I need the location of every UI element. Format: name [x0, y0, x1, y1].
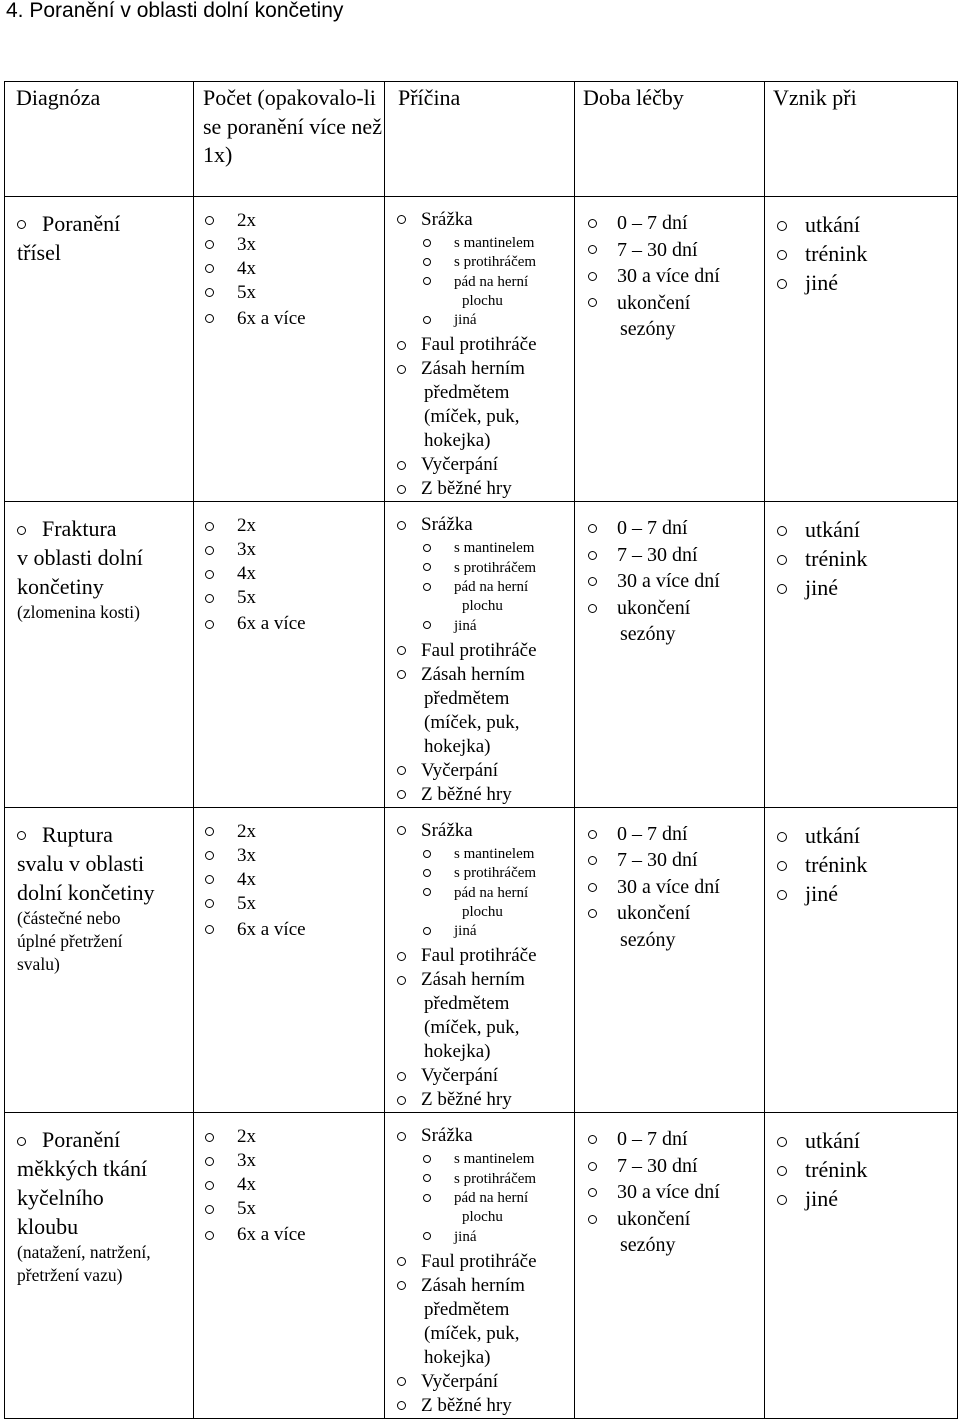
- duration-radio[interactable]: [588, 604, 597, 613]
- cause-sub-option[interactable]: s mantinelem: [423, 539, 574, 558]
- cause-collision[interactable]: Srážka s mantinelem s protihráčem pád na herní plochu jiná: [397, 208, 574, 330]
- origin-option[interactable]: utkání: [777, 1126, 957, 1155]
- duration-continuation: sezóny: [620, 623, 676, 646]
- count-radio[interactable]: [205, 522, 214, 531]
- cause-equipment-continuation: (míček, puk,: [424, 406, 520, 428]
- cause-sub-radio[interactable]: [423, 888, 431, 896]
- cause-normal-play[interactable]: Z běžné hry: [397, 1088, 574, 1112]
- count-radio[interactable]: [205, 594, 214, 603]
- cause-equipment[interactable]: Zásah herním: [397, 357, 574, 381]
- cause-sub-radio[interactable]: [423, 258, 431, 266]
- origin-radio[interactable]: [777, 584, 787, 594]
- table-row: [5, 502, 958, 807]
- count-option[interactable]: 4x: [205, 257, 384, 281]
- origin-radio[interactable]: [777, 1166, 787, 1176]
- count-option[interactable]: 2x: [205, 1125, 384, 1149]
- count-option[interactable]: 5x: [205, 586, 384, 610]
- diagnosis-line: svalu v oblasti: [17, 850, 145, 876]
- origin-option[interactable]: jiné: [777, 268, 957, 297]
- duration-continuation: sezóny: [620, 1234, 676, 1257]
- count-option[interactable]: 4x: [205, 1173, 384, 1197]
- cause-collision[interactable]: Srážka s mantinelem s protihráčem pád na herní plochu jiná: [397, 819, 574, 941]
- diagnosis-cell: [5, 502, 194, 807]
- count-radio[interactable]: [205, 875, 214, 884]
- duration-radio[interactable]: [588, 856, 597, 865]
- cause-sub-radio[interactable]: [423, 869, 431, 877]
- diagnosis-line: třísel: [17, 240, 61, 265]
- header-count: Počet (opakovalo-li se poranění více než 1x): [194, 82, 385, 197]
- cause-sub-radio[interactable]: [423, 621, 431, 629]
- cause-equipment-continuation: hokejka): [424, 1346, 491, 1368]
- cause-sub-option[interactable]: s mantinelem: [423, 1150, 574, 1169]
- count-option[interactable]: 6x a více: [205, 610, 384, 637]
- cause-sub-radio[interactable]: [423, 563, 431, 571]
- cause-sub-option[interactable]: s protihráčem: [423, 253, 574, 272]
- count-radio[interactable]: [205, 925, 214, 934]
- cause-radio[interactable]: [397, 461, 406, 470]
- cause-sub-option[interactable]: jiná: [423, 1228, 574, 1247]
- origin-option[interactable]: utkání: [777, 515, 957, 544]
- duration-radio[interactable]: [588, 272, 597, 281]
- duration-radio[interactable]: [588, 1188, 597, 1197]
- count-radio[interactable]: [205, 1157, 214, 1166]
- count-radio[interactable]: [205, 288, 214, 297]
- count-radio[interactable]: [205, 216, 214, 225]
- diagnosis-line: Fraktura: [17, 514, 193, 543]
- diagnosis-radio[interactable]: [17, 220, 26, 229]
- origin-option[interactable]: utkání: [777, 210, 957, 239]
- origin-option[interactable]: jiné: [777, 1184, 957, 1213]
- duration-option[interactable]: 7 – 30 dní: [588, 1153, 764, 1180]
- cause-radio[interactable]: [397, 826, 406, 835]
- cause-exhaustion[interactable]: Vyčerpání: [397, 1064, 574, 1088]
- cause-equipment-continuation: hokejka): [424, 430, 491, 452]
- cause-sub-radio[interactable]: [423, 1232, 431, 1240]
- cause-foul[interactable]: Faul protihráče: [397, 333, 574, 357]
- duration-option[interactable]: ukončení: [588, 290, 764, 317]
- cause-sub-option[interactable]: pád na herní: [423, 1189, 574, 1208]
- cause-radio[interactable]: [397, 521, 406, 530]
- duration-radio[interactable]: [588, 524, 597, 533]
- count-option[interactable]: 5x: [205, 1197, 384, 1221]
- count-option[interactable]: 6x a více: [205, 1221, 384, 1248]
- cause-equipment[interactable]: Zásah herním: [397, 968, 574, 992]
- duration-option[interactable]: 0 – 7 dní: [588, 210, 764, 237]
- origin-option[interactable]: jiné: [777, 573, 957, 602]
- cause-radio[interactable]: [397, 1377, 406, 1386]
- duration-radio[interactable]: [588, 1215, 597, 1224]
- cause-sub-option[interactable]: pád na herní: [423, 884, 574, 903]
- count-option[interactable]: 3x: [205, 1149, 384, 1173]
- cause-radio[interactable]: [397, 365, 406, 374]
- cause-radio[interactable]: [397, 485, 406, 494]
- duration-option[interactable]: ukončení: [588, 900, 764, 927]
- duration-radio[interactable]: [588, 245, 597, 254]
- cause-equipment-continuation: předmětem: [424, 382, 510, 404]
- duration-option[interactable]: 30 a více dní: [588, 568, 764, 595]
- cause-sub-continuation: plochu: [462, 292, 503, 309]
- diagnosis-line: končetiny: [17, 574, 104, 600]
- duration-radio[interactable]: [588, 298, 597, 307]
- count-option[interactable]: 6x a více: [205, 305, 384, 332]
- cause-sub-option[interactable]: jiná: [423, 617, 574, 636]
- diagnosis-line: dolní končetiny: [17, 879, 155, 905]
- cause-normal-play[interactable]: Z běžné hry: [397, 1394, 574, 1418]
- cause-cell: [385, 197, 575, 502]
- cause-cell: [385, 1113, 575, 1418]
- origin-radio[interactable]: [777, 526, 787, 536]
- duration-radio[interactable]: [588, 551, 597, 560]
- cause-radio[interactable]: [397, 1401, 406, 1410]
- table-row: [5, 807, 958, 1112]
- cause-radio[interactable]: [397, 976, 406, 985]
- cause-radio[interactable]: [397, 1132, 406, 1141]
- cause-equipment-continuation: předmětem: [424, 687, 510, 709]
- origin-radio[interactable]: [777, 861, 787, 871]
- cause-sub-radio[interactable]: [423, 850, 431, 858]
- count-option[interactable]: 4x: [205, 868, 384, 892]
- diagnosis-line: kyčelního: [17, 1185, 104, 1211]
- duration-option[interactable]: 30 a více dní: [588, 263, 764, 290]
- duration-option[interactable]: 7 – 30 dní: [588, 847, 764, 874]
- cause-exhaustion[interactable]: Vyčerpání: [397, 453, 574, 477]
- cause-exhaustion[interactable]: Vyčerpání: [397, 1370, 574, 1394]
- origin-cell: [765, 807, 958, 1112]
- duration-option[interactable]: 0 – 7 dní: [588, 515, 764, 542]
- cause-radio[interactable]: [397, 646, 406, 655]
- cause-exhaustion[interactable]: Vyčerpání: [397, 759, 574, 783]
- table-row: [5, 197, 958, 502]
- cause-equipment-continuation: (míček, puk,: [424, 1322, 520, 1344]
- duration-cell: [575, 807, 765, 1112]
- origin-radio[interactable]: [777, 555, 787, 565]
- diagnosis-radio[interactable]: [17, 831, 26, 840]
- origin-radio[interactable]: [777, 250, 787, 260]
- diagnosis-radio[interactable]: [17, 1137, 26, 1146]
- cause-radio[interactable]: [397, 215, 406, 224]
- count-radio[interactable]: [205, 546, 214, 555]
- cause-sub-option[interactable]: s mantinelem: [423, 234, 574, 253]
- injury-form-table: [4, 81, 958, 1419]
- cause-sub-radio[interactable]: [423, 239, 431, 247]
- count-option[interactable]: 3x: [205, 233, 384, 257]
- origin-option[interactable]: trénink: [777, 544, 957, 573]
- origin-radio[interactable]: [777, 221, 787, 231]
- diagnosis-radio[interactable]: [17, 526, 26, 535]
- diagnosis-cell: [5, 1113, 194, 1418]
- diagnosis-note: (částečné nebo: [17, 907, 121, 928]
- diagnosis-line: v oblasti dolní: [17, 545, 143, 571]
- cause-sub-continuation: plochu: [462, 903, 503, 920]
- count-radio[interactable]: [205, 570, 214, 579]
- duration-option[interactable]: 0 – 7 dní: [588, 1126, 764, 1153]
- cause-sub-continuation: plochu: [462, 1209, 503, 1226]
- diagnosis-note: přetržení vazu): [17, 1265, 123, 1286]
- cause-sub-option[interactable]: jiná: [423, 922, 574, 941]
- duration-radio[interactable]: [588, 1135, 597, 1144]
- diagnosis-note: svalu): [17, 953, 60, 974]
- cause-equipment-continuation: hokejka): [424, 735, 491, 757]
- cause-sub-radio[interactable]: [423, 927, 431, 935]
- origin-cell: [765, 197, 958, 502]
- diagnosis-line: kloubu: [17, 1214, 79, 1240]
- count-cell: [194, 1113, 385, 1418]
- origin-cell: [765, 502, 958, 807]
- cause-equipment[interactable]: Zásah herním: [397, 663, 574, 687]
- diagnosis-line: Ruptura: [17, 820, 193, 849]
- page-heading: 4. Poranění v oblasti dolní končetiny: [6, 0, 344, 22]
- duration-cell: [575, 197, 765, 502]
- cause-radio[interactable]: [397, 1072, 406, 1081]
- origin-radio[interactable]: [777, 1137, 787, 1147]
- diagnosis-note: (zlomenina kosti): [17, 602, 140, 623]
- origin-cell: [765, 1113, 958, 1418]
- cause-sub-continuation: plochu: [462, 598, 503, 615]
- duration-option[interactable]: ukončení: [588, 595, 764, 622]
- table-row: [5, 1113, 958, 1418]
- diagnosis-note: (natažení, natržení,: [17, 1242, 151, 1263]
- count-option[interactable]: 2x: [205, 514, 384, 538]
- cause-radio[interactable]: [397, 952, 406, 961]
- count-radio[interactable]: [205, 1231, 214, 1240]
- cause-foul[interactable]: Faul protihráče: [397, 944, 574, 968]
- duration-cell: [575, 1113, 765, 1418]
- cause-cell: [385, 502, 575, 807]
- header-origin: Vznik při: [765, 82, 958, 197]
- cause-radio[interactable]: [397, 1096, 406, 1105]
- cause-foul[interactable]: Faul protihráče: [397, 1250, 574, 1274]
- cause-radio[interactable]: [397, 790, 406, 799]
- count-cell: [194, 197, 385, 502]
- count-radio[interactable]: [205, 1181, 214, 1190]
- cause-sub-option[interactable]: jiná: [423, 311, 574, 330]
- count-option[interactable]: 6x a více: [205, 916, 384, 943]
- cause-collision[interactable]: Srážka s mantinelem s protihráčem pád na herní plochu jiná: [397, 1124, 574, 1246]
- header-diagnosis: Diagnóza: [5, 82, 194, 197]
- header-duration: Doba léčby: [575, 82, 765, 197]
- cause-sub-radio[interactable]: [423, 316, 431, 324]
- origin-option[interactable]: trénink: [777, 850, 957, 879]
- count-option[interactable]: 5x: [205, 281, 384, 305]
- duration-continuation: sezóny: [620, 318, 676, 340]
- cause-radio[interactable]: [397, 1281, 406, 1290]
- diagnosis-cell: [5, 197, 194, 502]
- origin-radio[interactable]: [777, 1195, 787, 1205]
- count-option[interactable]: 2x: [205, 209, 384, 233]
- count-radio[interactable]: [205, 851, 214, 860]
- cause-collision[interactable]: Srážka s mantinelem s protihráčem pád na herní plochu jiná: [397, 513, 574, 635]
- cause-foul[interactable]: Faul protihráče: [397, 639, 574, 663]
- cause-sub-option[interactable]: s mantinelem: [423, 845, 574, 864]
- duration-option[interactable]: 7 – 30 dní: [588, 237, 764, 264]
- diagnosis-note: úplné přetržení: [17, 930, 123, 951]
- count-radio[interactable]: [205, 264, 214, 273]
- cause-cell: [385, 807, 575, 1112]
- cause-sub-radio[interactable]: [423, 1155, 431, 1163]
- count-option[interactable]: 4x: [205, 562, 384, 586]
- origin-radio[interactable]: [777, 279, 787, 289]
- count-cell: [194, 807, 385, 1112]
- duration-cell: [575, 502, 765, 807]
- cause-radio[interactable]: [397, 766, 406, 775]
- diagnosis-cell: [5, 807, 194, 1112]
- cause-sub-radio[interactable]: [423, 544, 431, 552]
- duration-radio[interactable]: [588, 1162, 597, 1171]
- diagnosis-line: měkkých tkání: [17, 1156, 148, 1182]
- origin-radio[interactable]: [777, 832, 787, 842]
- duration-radio[interactable]: [588, 883, 597, 892]
- count-radio[interactable]: [205, 827, 214, 836]
- header-cause: Příčina: [385, 82, 575, 197]
- diagnosis-line: Poranění: [17, 209, 193, 238]
- cause-equipment-continuation: (míček, puk,: [424, 1017, 520, 1039]
- duration-continuation: sezóny: [620, 928, 676, 951]
- cause-sub-option[interactable]: pád na herní: [423, 578, 574, 597]
- cause-equipment-continuation: (míček, puk,: [424, 711, 520, 733]
- cause-sub-radio[interactable]: [423, 1174, 431, 1182]
- count-radio[interactable]: [205, 1205, 214, 1214]
- origin-option[interactable]: jiné: [777, 879, 957, 908]
- origin-option[interactable]: trénink: [777, 239, 957, 268]
- diagnosis-line: Poranění: [17, 1125, 193, 1154]
- duration-radio[interactable]: [588, 830, 597, 839]
- duration-radio[interactable]: [588, 219, 597, 228]
- count-cell: [194, 502, 385, 807]
- count-radio[interactable]: [205, 1133, 214, 1142]
- cause-sub-option[interactable]: s protihráčem: [423, 559, 574, 578]
- count-option[interactable]: 3x: [205, 844, 384, 868]
- count-option[interactable]: 3x: [205, 538, 384, 562]
- count-option[interactable]: 2x: [205, 820, 384, 844]
- cause-equipment-continuation: předmětem: [424, 1298, 510, 1320]
- duration-option[interactable]: ukončení: [588, 1206, 764, 1233]
- cause-sub-option[interactable]: s protihráčem: [423, 864, 574, 883]
- cause-sub-option[interactable]: s protihráčem: [423, 1170, 574, 1189]
- cause-sub-radio[interactable]: [423, 583, 431, 591]
- count-radio[interactable]: [205, 240, 214, 249]
- duration-option[interactable]: 30 a více dní: [588, 1179, 764, 1206]
- cause-normal-play[interactable]: Z běžné hry: [397, 783, 574, 807]
- duration-option[interactable]: 0 – 7 dní: [588, 821, 764, 848]
- origin-option[interactable]: utkání: [777, 821, 957, 850]
- duration-radio[interactable]: [588, 909, 597, 918]
- cause-radio[interactable]: [397, 1257, 406, 1266]
- cause-sub-option[interactable]: pád na herní: [423, 273, 574, 292]
- cause-radio[interactable]: [397, 341, 406, 350]
- origin-option[interactable]: trénink: [777, 1155, 957, 1184]
- cause-sub-radio[interactable]: [423, 1194, 431, 1202]
- count-radio[interactable]: [205, 620, 214, 629]
- cause-radio[interactable]: [397, 670, 406, 679]
- cause-normal-play[interactable]: Z běžné hry: [397, 477, 574, 501]
- cause-sub-radio[interactable]: [423, 277, 431, 285]
- count-option[interactable]: 5x: [205, 892, 384, 916]
- duration-option[interactable]: 30 a více dní: [588, 874, 764, 901]
- cause-equipment-continuation: hokejka): [424, 1041, 491, 1063]
- duration-option[interactable]: 7 – 30 dní: [588, 542, 764, 569]
- header-row: [5, 82, 958, 197]
- count-radio[interactable]: [205, 314, 214, 323]
- count-radio[interactable]: [205, 899, 214, 908]
- duration-radio[interactable]: [588, 577, 597, 586]
- cause-equipment[interactable]: Zásah herním: [397, 1274, 574, 1298]
- cause-equipment-continuation: předmětem: [424, 993, 510, 1015]
- origin-radio[interactable]: [777, 890, 787, 900]
